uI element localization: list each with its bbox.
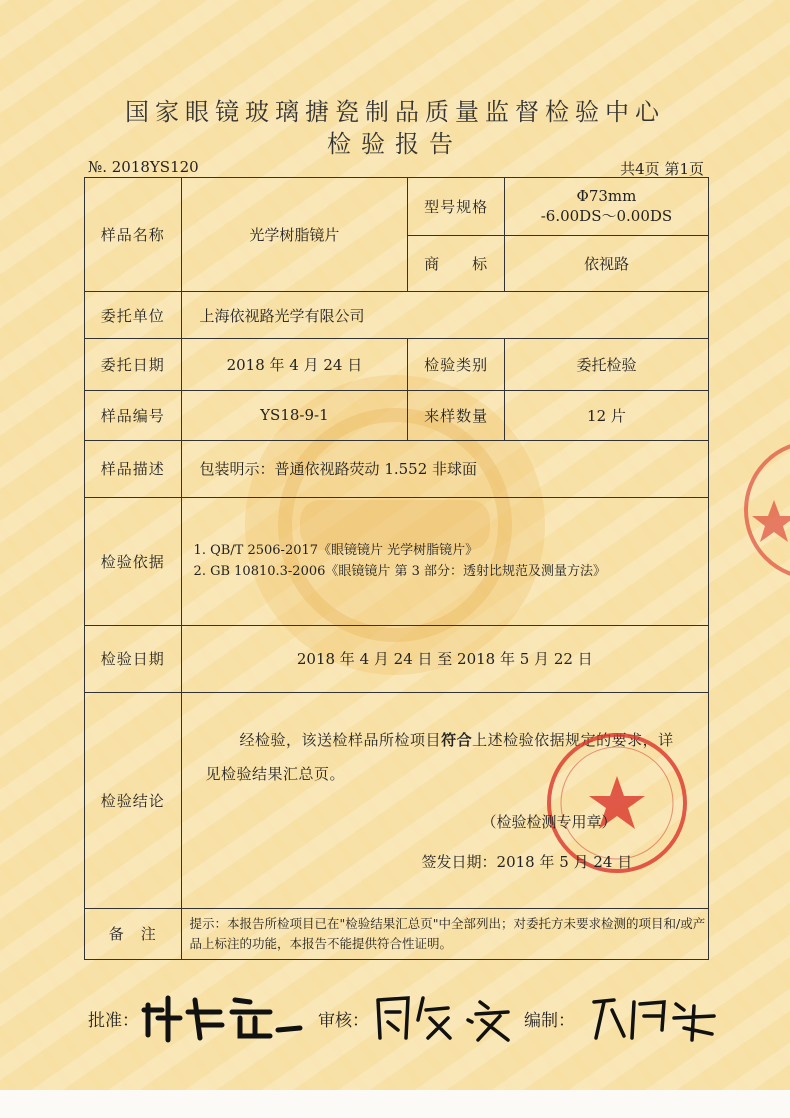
sample-no-label: 样品编号 xyxy=(85,390,182,440)
preparer-signature xyxy=(584,990,724,1045)
issue-date: 签发日期：2018 年 5 月 24 日 xyxy=(421,852,633,871)
page-info: 共4页 第1页 xyxy=(620,160,704,178)
basis-label: 检验依据 xyxy=(85,497,182,625)
inspection-type-value: 委托检验 xyxy=(504,339,708,390)
client-label: 委托单位 xyxy=(85,292,182,339)
client-value: 上海依视路光学有限公司 xyxy=(181,292,708,339)
report-title: 国家眼镜玻璃搪瓷制品质量监督检验中心 xyxy=(125,98,665,126)
brand-value: 依视路 xyxy=(504,235,708,292)
commission-date-value: 2018 年 4 月 24 日 xyxy=(181,339,408,390)
conclusion-result: 符合 xyxy=(441,730,473,749)
description-value: 包装明示：普通依视路荧动 1.552 非球面 xyxy=(181,441,708,498)
sample-name-value: 光学树脂镜片 xyxy=(181,178,408,292)
review-label: 审核： xyxy=(318,1011,369,1031)
report-table xyxy=(84,177,709,960)
approver-signature xyxy=(140,990,310,1045)
model-diameter: Φ73mm xyxy=(576,186,637,205)
brand-label: 商 标 xyxy=(408,235,505,292)
approve-label: 批准： xyxy=(88,1011,139,1031)
stamp-note: （检验检测专用章） xyxy=(481,812,617,831)
remark-value: 提示：本报告所检项目已在"检验结果汇总页"中全部列出；对委托方未要求检测的项目和/或产品上标注的功能，本报告不能提供符合性证明。 xyxy=(181,908,708,959)
conclusion-cell xyxy=(181,692,708,908)
conclusion-label: 检验结论 xyxy=(85,692,182,908)
prepare-label: 编制： xyxy=(524,1011,575,1031)
inspection-type-label: 检验类别 xyxy=(408,339,505,390)
remark-label: 备 注 xyxy=(85,908,182,959)
basis-value xyxy=(181,497,708,625)
basis-item: 2. GB 10810.3-2006《眼镜镜片 第 3 部分：透射比规范及测量方法》 xyxy=(193,564,607,580)
reviewer-signature xyxy=(368,990,518,1045)
sample-no-value: YS18-9-1 xyxy=(181,390,408,440)
conclusion-text: 经检验，该送检样品所检项目符合上述检验依据规定的要求，详见检验结果汇总页。 xyxy=(205,730,674,783)
quantity-value: 12 片 xyxy=(504,390,708,440)
page-margin xyxy=(0,1090,790,1118)
report-subtitle: 检验报告 xyxy=(327,130,463,158)
basis-item: 1. QB/T 2506-2017《眼镜镜片 光学树脂镜片》 xyxy=(193,543,479,559)
side-seal-stamp xyxy=(744,420,790,600)
signature-row xyxy=(0,990,790,1050)
sample-name-label: 样品名称 xyxy=(85,178,182,292)
inspection-date-value: 2018 年 4 月 24 日 至 2018 年 5 月 22 日 xyxy=(181,625,708,692)
quantity-label: 来样数量 xyxy=(408,390,505,440)
model-label: 型号规格 xyxy=(408,178,505,236)
commission-date-label: 委托日期 xyxy=(85,339,182,390)
model-value xyxy=(504,178,708,236)
model-range: -6.00DS～0.00DS xyxy=(540,206,673,225)
report-number: №. 2018YS120 xyxy=(88,158,199,176)
inspection-date-label: 检验日期 xyxy=(85,625,182,692)
description-label: 样品描述 xyxy=(85,441,182,498)
